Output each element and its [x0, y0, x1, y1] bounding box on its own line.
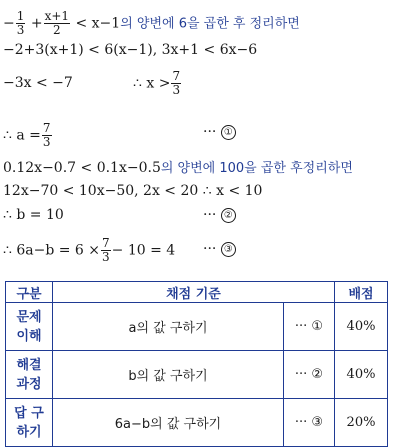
instruction-text-2: 의 양변에 100을 곱한 후정리하면: [160, 161, 353, 176]
row-criterion: 6a−b의 값 구하기: [53, 399, 284, 447]
row-score: 40%: [335, 303, 388, 351]
solution-line-4: ∴ a = $\frac{7}{3}$: [3, 121, 51, 149]
step-marker-3: ··· ③: [203, 241, 236, 257]
fraction-1-3: $\frac{1}{3}$: [16, 9, 25, 37]
fraction-7-3: $\frac{7}{3}$: [172, 69, 181, 97]
solution-line-5: 0.12x−0.7 < 0.1x−0.5의 양변에 100을 곱한 후정리하면: [3, 160, 353, 176]
row-marker: ··· ①: [284, 303, 335, 351]
solution-line-3-result: ∴ x > $\frac{7}{3}$: [133, 69, 181, 97]
row-criterion: a의 값 구하기: [53, 303, 284, 351]
table-header-row: [6, 282, 388, 303]
row-label: 해결 과정: [6, 351, 53, 399]
header-category: 구분: [6, 282, 53, 303]
row-criterion: b의 값 구하기: [53, 351, 284, 399]
table-row: [6, 351, 388, 399]
instruction-text-1: 의 양변에 6을 곱한 후 정리하면: [120, 16, 300, 32]
solution-line-3: −3x < −7: [3, 75, 73, 91]
table-row: [6, 399, 388, 447]
header-criteria: 채점 기준: [53, 282, 335, 303]
row-label: 답 구 하기: [6, 399, 53, 447]
row-marker: ··· ②: [284, 351, 335, 399]
grading-table: [5, 281, 388, 447]
table-row: [6, 303, 388, 351]
step-marker-2: ··· ②: [203, 207, 236, 223]
fraction-x-plus-1-over-2: $\frac{x+1}{2}$: [44, 9, 70, 37]
step-marker-1: ··· ①: [203, 124, 236, 140]
fraction-7-3-b: $\frac{7}{3}$: [102, 236, 110, 264]
header-score: 배점: [335, 282, 388, 303]
row-marker: ··· ③: [284, 399, 335, 447]
row-score: 20%: [335, 399, 388, 447]
solution-line-2: −2+3(x+1) < 6(x−1), 3x+1 < 6x−6: [3, 42, 258, 58]
solution-line-8: ∴ 6a−b = 6 × $\frac{7}{3}$ − 10 = 4: [3, 236, 176, 264]
solution-line-7: ∴ b = 10: [3, 207, 64, 223]
row-label: 문제 이해: [6, 303, 53, 351]
fraction-a-value: $\frac{7}{3}$: [42, 121, 51, 149]
solution-line-1: − $\frac{1}{3}$ + $\frac{x+1}{2}$ < x−1의 양변에 6을 곱한 후 정리하면: [3, 9, 300, 37]
row-score: 40%: [335, 351, 388, 399]
inequality-rhs: < x−1: [75, 15, 121, 32]
solution-line-6: 12x−70 < 10x−50, 2x < 20 ∴ x < 10: [3, 183, 263, 199]
